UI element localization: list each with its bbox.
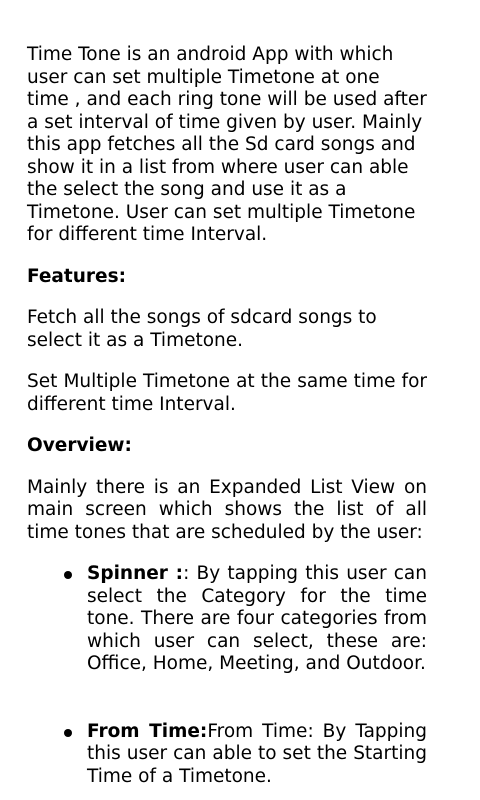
overview-bullet-list: [27, 563, 427, 788]
features-heading: Features:: [27, 265, 127, 287]
bullet-item-spinner: [87, 563, 427, 676]
description-content: [27, 44, 427, 788]
bullet-term: Spinner :: [87, 563, 184, 584]
feature-item: Set Multiple Timetone at the same time for different time Interval.: [27, 371, 427, 415]
feature-item: Fetch all the songs of sdcard songs to select it as a Timetone.: [27, 307, 377, 351]
bullet-dot-icon: [64, 729, 72, 737]
overview-heading: Overview:: [27, 435, 132, 456]
intro-paragraph: Time Tone is an android App with which user can set multiple Timetone at one time , and each ring tone will be used after a set interval of time given by user. Mainly this app fetches all the Sd card songs and show it in a list from where user can able the select the song and use it as a Timetone. User can set multiple Timetone for different time Interval.: [27, 44, 427, 245]
bullet-text: From Time: By Tapping this user can able to set the Starting Time of a Timetone.: [87, 720, 427, 787]
bullet-text: : By tapping this user can select the Category for the time tone. There are four categories from which user can select, these are: Office, Home, Meeting, and Outdoor.: [87, 563, 427, 674]
bullet-term: From Time:: [87, 720, 208, 742]
overview-paragraph: Mainly there is an Expanded List View on main screen which shows the list of all time tones that are scheduled by the user:: [27, 476, 427, 543]
bullet-dot-icon: [64, 571, 72, 579]
bullet-item-from-time: [87, 721, 427, 789]
